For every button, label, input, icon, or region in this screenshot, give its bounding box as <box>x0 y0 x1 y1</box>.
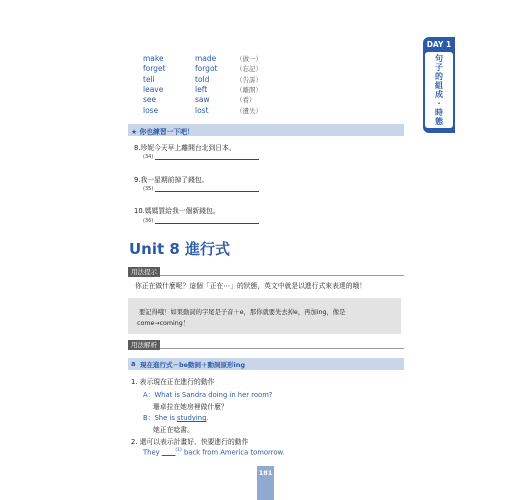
page-number: 181 <box>258 469 273 477</box>
side-tab-char: 組 <box>435 81 443 90</box>
unit-title: Unit 8 進行式 <box>129 240 231 258</box>
verb-past: made <box>195 54 217 63</box>
dialog-b <box>143 412 209 422</box>
dialog-b-translation: 她正在唸書。 <box>153 426 194 434</box>
hint-text: 你正在做什麼呢？這個「正在⋯」的狀態，英文中就是以進行式來表達的哦！ <box>135 282 367 290</box>
verb-past: saw <box>195 95 210 105</box>
note-line-1: 要記得哦！如果動詞的字尾是子音＋e，那你就要先去掉e，再加ing，像是 <box>139 309 346 316</box>
note-line-2: come→coming！ <box>137 320 190 327</box>
verb-meaning: （看） <box>236 96 256 105</box>
side-tab-char: 時 <box>435 108 443 117</box>
point-2: 2. 還可以表示計畫好、快要進行的動作 <box>131 438 249 446</box>
answer-blank[interactable] <box>143 153 259 160</box>
verb-past: lost <box>195 105 209 115</box>
side-tab-char: · <box>437 99 441 108</box>
side-tab-char: 的 <box>435 72 443 81</box>
verb-meaning: （遺失） <box>236 106 262 115</box>
verb-base: see <box>143 95 157 105</box>
blank-number: (34) <box>143 154 154 160</box>
dialog-a-label: A： <box>143 391 155 399</box>
example-2-num: (1) <box>175 448 182 453</box>
practice-heading: ★ 你也練習一下吧！ <box>131 128 194 136</box>
verb-base: make <box>143 54 164 63</box>
practice-item-text: 10.媽媽買給我一個新錢包。 <box>134 207 220 215</box>
answer-blank[interactable] <box>143 217 259 224</box>
example-2-blank[interactable]: ____ <box>161 448 176 457</box>
hint-rule <box>128 275 404 276</box>
point-1: 1. 表示現在正在進行的動作 <box>131 378 215 386</box>
side-tab-title <box>425 52 453 128</box>
dialog-a <box>143 389 272 399</box>
example-2-pre: They <box>143 448 162 457</box>
side-tab-char: 成 <box>435 90 443 99</box>
side-tab-char: 子 <box>435 63 443 72</box>
verb-past: told <box>195 74 210 84</box>
dialog-b-text-post: . <box>206 414 209 422</box>
practice-item-text: 9.我一星期前掉了錢包。 <box>134 176 209 184</box>
verb-meaning: （告訴） <box>236 75 262 84</box>
dialog-b-underlined: studying <box>177 414 207 422</box>
blank-number: (36) <box>143 218 154 224</box>
verb-base: leave <box>143 84 164 94</box>
verb-base: tell <box>143 74 155 84</box>
hint-tag: 用法提示 <box>128 267 160 277</box>
side-tab-char: 態 <box>435 117 443 126</box>
section-letter: a <box>131 360 136 368</box>
note-box <box>128 298 401 334</box>
analysis-rule <box>128 348 404 349</box>
verb-meaning: （忘記） <box>236 65 262 74</box>
answer-blank[interactable] <box>143 185 259 192</box>
verb-meaning: （離開） <box>236 85 262 94</box>
dialog-a-text: What is Sandra doing in her room? <box>154 391 273 399</box>
dialog-b-text-pre: She is <box>154 414 178 422</box>
verb-meaning: （做一） <box>236 55 262 63</box>
dialog-a-translation: 珊卓拉在她房裡做什麼？ <box>153 403 228 411</box>
verb-base: lose <box>143 105 159 115</box>
verb-past: left <box>195 84 208 94</box>
section-title: 現在進行式－be動詞＋動詞原形ing <box>140 361 246 369</box>
dialog-b-label: B： <box>143 414 155 422</box>
side-tab-char: 句 <box>435 54 443 63</box>
side-tab-day: DAY 1 <box>426 40 452 49</box>
example-2-post: back from America tomorrow. <box>181 448 285 457</box>
practice-item-text: 8.珍妮今天早上離開台北到日本。 <box>134 144 236 152</box>
verb-base: forget <box>143 64 166 74</box>
example-2 <box>143 448 285 456</box>
analysis-tag: 用法解析 <box>128 340 160 350</box>
verb-past: forgot <box>195 64 218 74</box>
blank-number: (35) <box>143 186 154 192</box>
